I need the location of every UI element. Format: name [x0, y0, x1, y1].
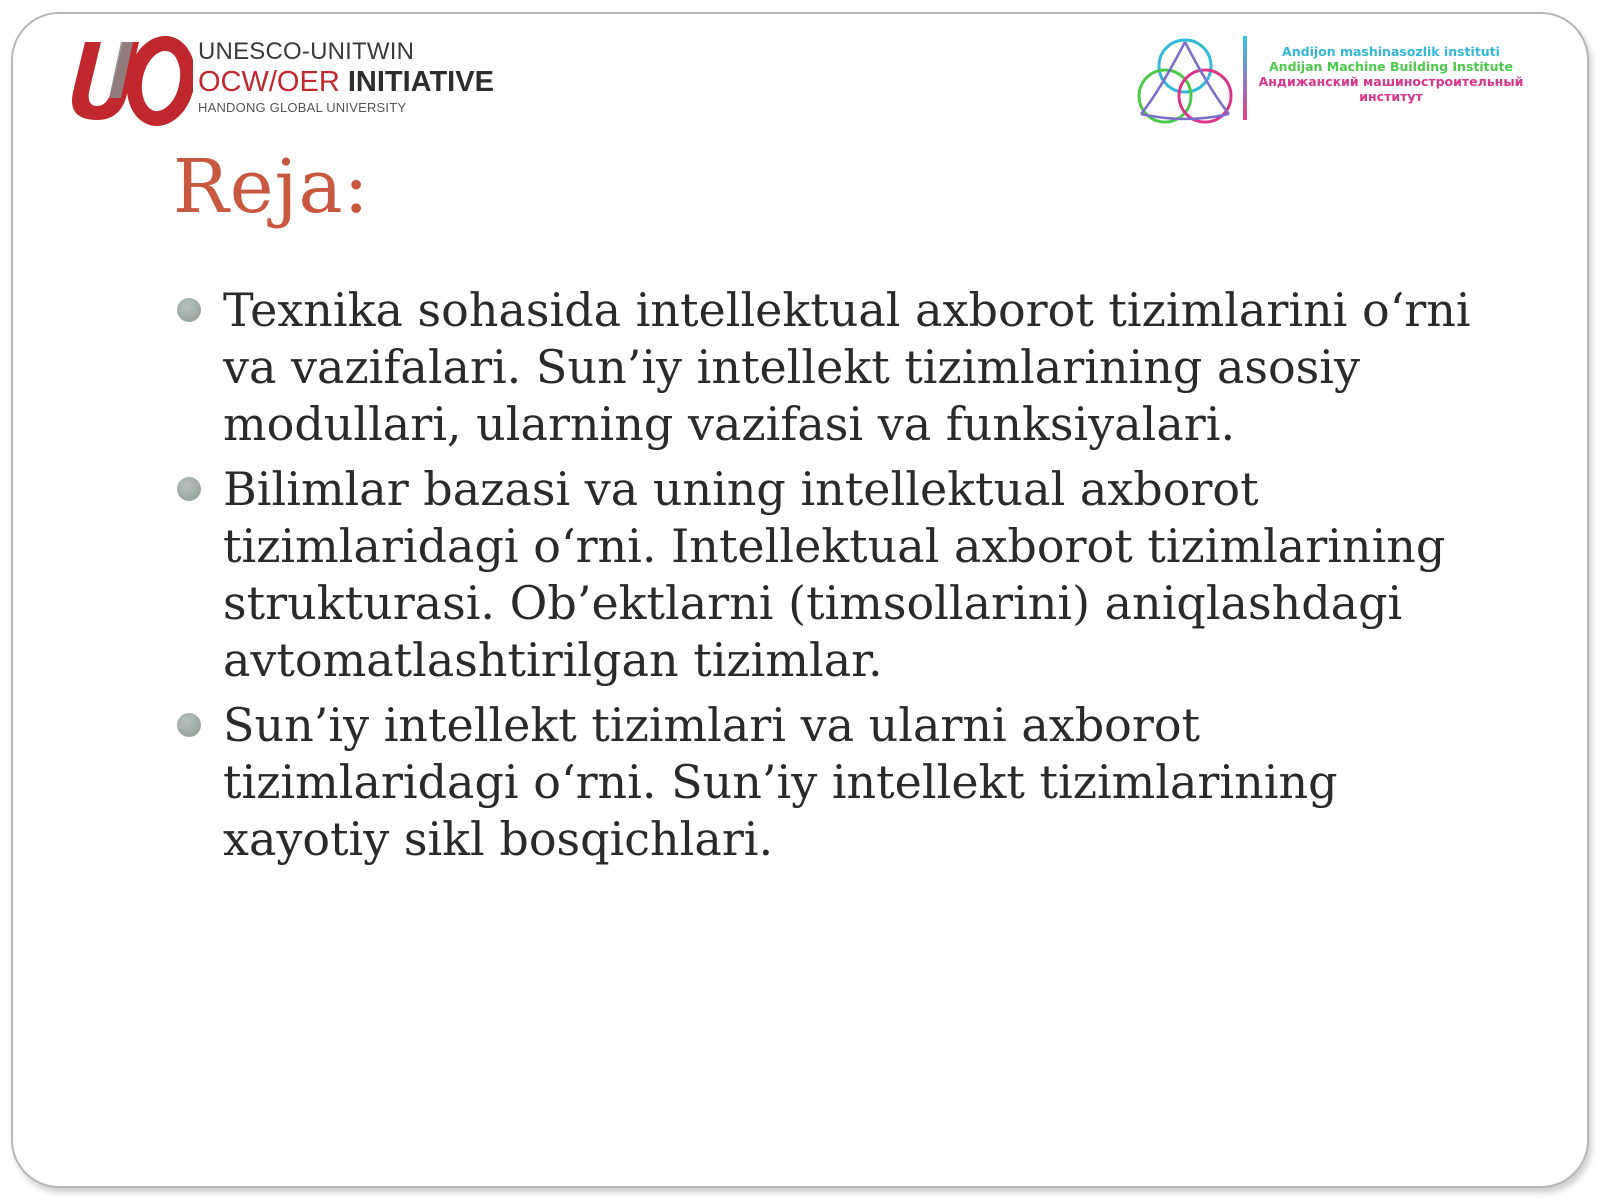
- institute-name-ru-1: Андижанский машиностроительный: [1258, 74, 1524, 89]
- list-item-text: Sun’iy intellekt tizimlari va ularni axborot tizimlaridagi o‘rni. Sun’iy intellekt tizimlarining xayotiy sikl bosqichlari.: [223, 698, 1338, 866]
- logo-line-unesco: UNESCO-UNITWIN: [198, 38, 415, 65]
- bullet-icon: [177, 713, 201, 737]
- logo-divider: [1243, 36, 1247, 120]
- list-item: [173, 461, 1473, 689]
- unesco-unitwin-logo: [63, 36, 494, 136]
- list-item: [173, 697, 1473, 868]
- slide: [11, 12, 1589, 1188]
- logo-initiative: INITIATIVE: [347, 66, 494, 98]
- plan-list: [173, 282, 1473, 876]
- institute-name-en: Andijan Machine Building Institute: [1269, 59, 1513, 74]
- bullet-icon: [177, 298, 201, 322]
- logo-ocw-oer: OCW/OER: [198, 66, 340, 98]
- list-item: [173, 282, 1473, 453]
- list-item-text: Texnika sohasida intellektual axborot tizimlarini o‘rni va vazifalari. Sun’iy intellekt tizimlarining asosiy modullari, ularning vazifasi va funksiyalari.: [223, 283, 1471, 451]
- institute-name-uz: Andijon mashinasozlik instituti: [1282, 44, 1500, 59]
- andijan-institute-logo: [1129, 32, 1549, 132]
- triquetra-icon: [1129, 32, 1241, 128]
- list-item-text: Bilimlar bazasi va uning intellektual axborot tizimlaridagi o‘rni. Intellektual axborot tizimlarining strukturasi. Ob’ektlarni (timsollarini) aniqlashdagi avtomatlashtirilgan tizimlar.: [223, 462, 1446, 687]
- bullet-icon: [177, 477, 201, 501]
- slide-title: Reja:: [173, 144, 370, 230]
- logo-line-ocw: [198, 66, 494, 98]
- institute-name: [1251, 44, 1531, 104]
- uo-logo-mark-icon: [63, 36, 193, 126]
- logo-text: [198, 36, 494, 118]
- institute-name-ru-2: институт: [1359, 89, 1423, 104]
- logo-line-handong: HANDONG GLOBAL UNIVERSITY: [198, 100, 407, 115]
